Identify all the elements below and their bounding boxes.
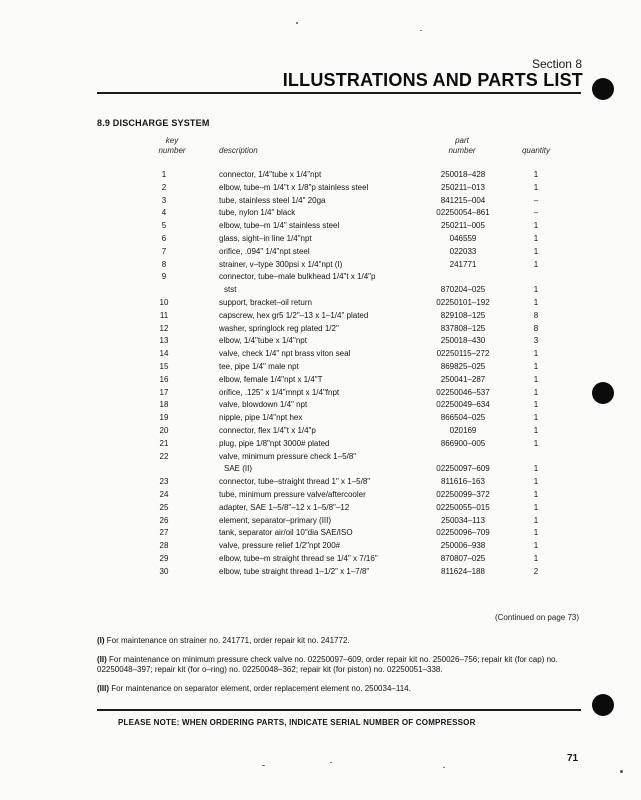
part-description: elbow, female 1/4"npt x 1/4"T (219, 374, 323, 384)
parts-row (150, 387, 570, 400)
parts-row (150, 182, 570, 195)
part-number: 02250099–372 (436, 489, 490, 499)
part-quantity: 1 (533, 515, 539, 525)
part-number: 250041–287 (440, 374, 486, 384)
parts-row (150, 451, 570, 464)
part-key-number: 10 (159, 297, 169, 307)
parts-row (150, 399, 570, 412)
part-quantity: 2 (533, 566, 539, 576)
parts-row (150, 566, 570, 579)
part-number: 250006–938 (440, 541, 486, 551)
part-quantity: 1 (533, 528, 539, 538)
footnote-text: For maintenance on separator element, order replacement element no. 250034–114. (111, 684, 411, 693)
parts-row (150, 323, 570, 336)
part-key-number: 25 (159, 502, 169, 512)
part-quantity: 1 (533, 413, 539, 423)
parts-row (150, 425, 570, 438)
parts-row (150, 374, 570, 387)
part-key-number: 12 (159, 323, 169, 333)
part-quantity: 1 (533, 349, 539, 359)
parts-row (150, 233, 570, 246)
part-quantity: 1 (533, 502, 539, 512)
parts-row (150, 527, 570, 540)
part-quantity: 1 (533, 221, 539, 231)
part-quantity: – (533, 208, 539, 218)
scan-speck (296, 22, 298, 24)
binder-hole-top (592, 78, 614, 100)
parts-row (150, 297, 570, 310)
part-quantity: 1 (533, 374, 539, 384)
parts-table (150, 169, 570, 579)
part-key-number: 30 (159, 566, 169, 576)
part-quantity: 8 (533, 310, 539, 320)
part-number: 02250115–272 (436, 349, 490, 359)
continued-note: (Continued on page 73) (494, 613, 579, 622)
part-description: tube, nylon 1/4" black (219, 208, 296, 218)
footnote (97, 655, 587, 675)
part-description: connector, tube–straight thread 1" x 1–5/8" (219, 477, 371, 487)
footnote-text: For maintenance on minimum pressure check valve no. 02250097–609, order repair kit no. 250026–756; repair kit (for cap) no. 02250048–397; repair kit (for o–ring) no. 02250048–362; repair kit (for piston) no. 02250051–338. (97, 655, 558, 674)
binder-hole-bottom (592, 694, 614, 716)
parts-row (150, 540, 570, 553)
part-number: 811616–163 (441, 477, 485, 487)
part-description: element, separator–primary (III) (219, 515, 332, 525)
part-description: stst (224, 285, 237, 295)
part-description: connector, 1/4"tube x 1/4"npt (219, 170, 322, 179)
parts-row (150, 335, 570, 348)
part-key-number: 24 (159, 489, 169, 499)
part-description: washer, springlock reg plated 1/2" (219, 323, 339, 333)
part-quantity: – (533, 195, 539, 205)
part-number: 250018–430 (440, 336, 486, 346)
part-number: 829108–125 (440, 310, 486, 320)
part-number: 02250055–015 (436, 502, 490, 512)
page-number: 71 (567, 753, 579, 764)
part-key-number: 13 (159, 336, 169, 346)
part-description: glass, sight–in line 1/4"npt (219, 233, 312, 243)
part-number: 811624–188 (441, 566, 485, 576)
page-title: ILLUSTRATIONS AND PARTS LIST (282, 70, 583, 90)
part-number: 02250054–861 (436, 208, 490, 218)
part-quantity: 1 (533, 233, 539, 243)
part-description: capscrew, hex gr5 1/2"–13 x 1–1/4" plated (219, 310, 369, 320)
part-description: valve, pressure relief 1/2"npt 200# (219, 541, 341, 551)
part-description: valve, minimum pressure check 1–5/8" (219, 451, 357, 461)
parts-row (150, 412, 570, 425)
parts-row (150, 246, 570, 259)
column-header-key (150, 136, 194, 156)
parts-row (150, 463, 570, 476)
part-key-number: 4 (161, 208, 167, 218)
part-key-number: 20 (159, 425, 169, 435)
column-header-part-line1: part (455, 136, 469, 145)
part-number: 870204–025 (440, 285, 486, 295)
part-number: 869825–025 (440, 361, 486, 371)
part-description: valve, check 1/4" npt brass viton seal (219, 349, 351, 359)
part-quantity: 1 (533, 387, 539, 397)
footnote-label: (II) (97, 655, 107, 664)
part-description: tube, stainless steel 1/4" 20ga (219, 195, 326, 205)
part-number: 046559 (449, 233, 477, 243)
footnote-label: (I) (97, 636, 105, 645)
part-number: 02250101–192 (436, 297, 490, 307)
part-description: elbow, tube–m 1/4"t x 1/8"p stainless steel (219, 182, 369, 192)
part-key-number: 27 (159, 528, 169, 538)
part-description: elbow, tube–m 1/4" stainless steel (219, 221, 340, 231)
parts-row (150, 476, 570, 489)
column-header-key-line2: number (158, 146, 186, 155)
part-description: strainer, v–type 300psi x 1/4"npt (I) (219, 259, 343, 269)
parts-row (150, 259, 570, 272)
scan-speck (262, 765, 265, 766)
part-key-number: 5 (161, 221, 167, 231)
part-description: tank, separator air/oil 10"dia SAE/ISO (219, 528, 353, 538)
part-quantity: 1 (533, 182, 539, 192)
part-number: 250211–005 (441, 221, 485, 231)
part-description: connector, flex 1/4"t x 1/4"p (219, 425, 316, 435)
section-label: Section 8 (531, 57, 582, 71)
footnote-label: (III) (97, 684, 109, 693)
part-number: 866900–005 (440, 438, 486, 448)
parts-row (150, 284, 570, 297)
part-key-number: 9 (161, 272, 167, 282)
scan-speck (443, 767, 445, 768)
part-quantity: 1 (533, 477, 539, 487)
part-quantity: 1 (533, 285, 539, 295)
part-key-number: 19 (159, 413, 169, 423)
scan-speck (330, 762, 332, 763)
part-number: 02250097–609 (436, 464, 490, 474)
footnote-text: For maintenance on strainer no. 241771, order repair kit no. 241772. (106, 636, 350, 645)
parts-row (150, 553, 570, 566)
part-quantity: 1 (533, 246, 539, 256)
scan-speck (620, 770, 623, 773)
part-number: 022033 (449, 246, 477, 256)
part-key-number: 26 (159, 515, 169, 525)
scan-speck (420, 30, 422, 31)
footer-rule (97, 709, 581, 711)
part-quantity: 8 (533, 323, 539, 333)
column-header-key-line1: key (165, 136, 179, 145)
part-key-number: 2 (161, 182, 167, 192)
parts-row (150, 195, 570, 208)
part-quantity: 1 (533, 438, 539, 448)
part-quantity: 1 (533, 259, 539, 269)
parts-row (150, 502, 570, 515)
part-description: plug, pipe 1/8"npt 3000# plated (219, 438, 330, 448)
column-header-description: description (219, 146, 258, 155)
part-key-number: 11 (159, 310, 169, 320)
part-number: 866504–025 (440, 413, 486, 423)
part-key-number: 22 (159, 451, 169, 461)
part-number: 020169 (449, 425, 477, 435)
part-key-number: 16 (159, 374, 169, 384)
part-quantity: 1 (533, 170, 539, 179)
part-key-number: 28 (159, 541, 169, 551)
part-number: 250211–013 (441, 182, 485, 192)
part-description: elbow, 1/4"tube x 1/4"npt (219, 336, 307, 346)
part-description: elbow, tube straight thread 1–1/2" x 1–7/8" (219, 566, 370, 576)
part-description: connector, tube–male bulkhead 1/4"t x 1/4"p (219, 272, 376, 282)
part-key-number: 17 (159, 387, 169, 397)
part-number: 02250096–709 (436, 528, 490, 538)
part-description: SAE (II) (224, 464, 253, 474)
part-quantity: 1 (533, 464, 539, 474)
part-key-number: 23 (159, 477, 169, 487)
part-key-number: 3 (161, 195, 167, 205)
part-description: adapter, SAE 1–5/8"–12 x 1–5/8"–12 (219, 502, 350, 512)
part-quantity: 1 (533, 553, 539, 563)
part-description: orifice, .125" x 1/4"mnpt x 1/4"fnpt (219, 387, 340, 397)
parts-row (150, 489, 570, 502)
column-header-part-line2: number (448, 146, 476, 155)
part-quantity: 1 (533, 297, 539, 307)
part-quantity: 1 (533, 361, 539, 371)
part-number: 241771 (449, 259, 477, 269)
header-rule (97, 92, 581, 94)
parts-row (150, 271, 570, 284)
column-header-part (432, 136, 492, 156)
part-key-number: 1 (161, 170, 167, 179)
part-key-number: 21 (159, 438, 169, 448)
footnote (97, 684, 587, 694)
binder-hole-middle (592, 382, 614, 404)
part-quantity: 1 (533, 425, 539, 435)
part-quantity: 1 (533, 541, 539, 551)
part-number: 841215–004 (440, 195, 486, 205)
parts-row (150, 515, 570, 528)
part-description: support, bracket–oil return (219, 297, 312, 307)
part-description: tube, minimum pressure valve/aftercooler (219, 489, 366, 499)
part-description: nipple, pipe 1/4"npt hex (219, 413, 303, 423)
parts-row (150, 169, 570, 182)
parts-row (150, 220, 570, 233)
part-quantity: 1 (533, 489, 539, 499)
part-description: orifice, .094" 1/4"npt steel (219, 246, 310, 256)
part-description: valve, blowdown 1/4" npt (219, 400, 308, 410)
part-key-number: 8 (161, 259, 167, 269)
part-quantity: 3 (533, 336, 539, 346)
parts-row (150, 361, 570, 374)
part-key-number: 15 (159, 361, 169, 371)
part-description: elbow, tube–m straight thread se 1/4" x 7/16" (219, 553, 378, 563)
subsection-heading: 8.9 DISCHARGE SYSTEM (97, 118, 210, 128)
part-number: 870807–025 (440, 553, 486, 563)
parts-row (150, 310, 570, 323)
footnote (97, 636, 587, 646)
part-number: 837808–125 (440, 323, 486, 333)
parts-row (150, 438, 570, 451)
part-number: 250018–428 (440, 170, 486, 179)
part-number: 02250046–537 (436, 387, 490, 397)
part-description: tee, pipe 1/4" male npt (219, 361, 299, 371)
part-key-number: 6 (161, 233, 167, 243)
part-key-number: 29 (159, 553, 169, 563)
part-quantity: 1 (533, 400, 539, 410)
part-number: 02250049–634 (436, 400, 490, 410)
part-key-number: 18 (159, 400, 169, 410)
parts-row (150, 348, 570, 361)
ordering-notice: PLEASE NOTE: WHEN ORDERING PARTS, INDICATE SERIAL NUMBER OF COMPRESSOR (118, 718, 476, 727)
parts-row (150, 207, 570, 220)
part-number: 250034–113 (441, 515, 485, 525)
footnotes (97, 636, 587, 703)
part-key-number: 14 (159, 349, 169, 359)
column-header-quantity: quantity (521, 146, 551, 155)
part-key-number: 7 (161, 246, 167, 256)
